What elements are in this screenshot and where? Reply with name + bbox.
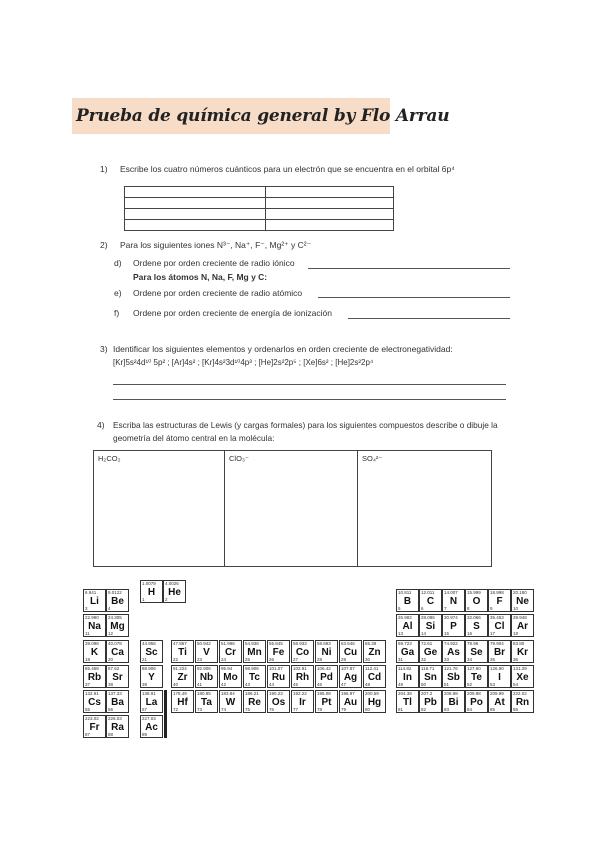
element-cell: 192.22 Ir 77 xyxy=(291,690,314,713)
element-cell: 12.011 C 6 xyxy=(419,589,442,612)
element-cell: 131.29 Xe 54 xyxy=(511,665,534,688)
lewis-cell-so4[interactable] xyxy=(358,451,491,566)
element-cell: 226.03 Ra 88 xyxy=(106,715,129,738)
element-cell: 85.468 Rb 37 xyxy=(83,665,106,688)
element-cell: 106.42 Pd 46 xyxy=(315,665,338,688)
q4-number: 4) xyxy=(97,420,105,430)
q1-number: 1) xyxy=(100,164,108,174)
q2-d-answer-line[interactable] xyxy=(308,268,510,269)
q1-answer-grid[interactable] xyxy=(124,186,394,231)
element-cell: 186.21 Re 75 xyxy=(243,690,266,713)
element-cell: 65.39 Zn 30 xyxy=(363,640,386,663)
element-cell: 39.948 Ar 18 xyxy=(511,614,534,637)
q2-e-letter: e) xyxy=(114,288,122,298)
element-cell: 88.906 Y 39 xyxy=(140,665,163,688)
lewis-cell-label: H₂CO₂ xyxy=(98,454,121,463)
element-cell: 54.938 Mn 25 xyxy=(243,640,266,663)
element-cell: 138.91 La 57 xyxy=(140,690,163,713)
element-cell: 180.95 Ta 73 xyxy=(195,690,218,713)
element-cell: 121.76 Sb 51 xyxy=(442,665,465,688)
element-cell: 102.91 Rh 45 xyxy=(291,665,314,688)
element-cell: 78.96 Se 34 xyxy=(465,640,488,663)
element-cell: 74.922 As 33 xyxy=(442,640,465,663)
element-cell: 32.066 S 16 xyxy=(465,614,488,637)
element-cell: 209.98 Po 84 xyxy=(465,690,488,713)
element-cell: 200.59 Hg 80 xyxy=(363,690,386,713)
lewis-cell-label: ClO₃⁻ xyxy=(229,454,249,463)
element-cell: 40.078 Ca 20 xyxy=(106,640,129,663)
element-cell: 91.224 Zr 40 xyxy=(171,665,194,688)
element-cell: 98.906 Tc 43 xyxy=(243,665,266,688)
q3-answer-line-2[interactable] xyxy=(113,399,506,400)
element-cell: 207.2 Pb 82 xyxy=(419,690,442,713)
q3-number: 3) xyxy=(100,344,108,354)
element-cell: 47.867 Ti 22 xyxy=(171,640,194,663)
element-cell: 126.90 I 53 xyxy=(488,665,511,688)
element-cell: 227.03 Ac 89 xyxy=(140,715,163,738)
q2-number: 2) xyxy=(100,240,108,250)
lewis-structures-table xyxy=(93,450,492,567)
element-cell: 55.845 Fe 26 xyxy=(267,640,290,663)
element-cell: 208.98 Bi 83 xyxy=(442,690,465,713)
q2-d-letter: d) xyxy=(114,258,122,268)
q3-configurations: [Kr]5s²4d¹⁰ 5p² ; [Ar]4s² ; [Kr]4s²3d¹⁰4p³ ; [He]2s²2p⁵ ; [Xe]6s² ; [He]2s²2p⁴ xyxy=(113,358,374,367)
q2-f-letter: f) xyxy=(114,308,120,318)
element-cell: 92.906 Nb 41 xyxy=(195,665,218,688)
element-cell: 127.60 Te 52 xyxy=(465,665,488,688)
element-cell: 18.998 F 9 xyxy=(488,589,511,612)
element-cell: 15.999 O 8 xyxy=(465,589,488,612)
q4-text-line2: geometría del átomo central en la molécula: xyxy=(113,433,275,443)
element-cell: 72.61 Ge 32 xyxy=(419,640,442,663)
q3-answer-line-1[interactable] xyxy=(113,384,506,385)
lewis-cell-h2co2[interactable] xyxy=(94,451,225,566)
element-cell: 24.305 Mg 12 xyxy=(106,614,129,637)
element-cell: 10.811 B 5 xyxy=(396,589,419,612)
element-cell: 69.723 Ga 31 xyxy=(396,640,419,663)
element-cell: 63.546 Cu 29 xyxy=(339,640,362,663)
element-cell: 50.942 V 23 xyxy=(195,640,218,663)
element-cell: 20.180 Ne 10 xyxy=(511,589,534,612)
element-cell: 35.453 Cl 17 xyxy=(488,614,511,637)
lewis-cell-clo3[interactable] xyxy=(225,451,358,566)
q4-text-line1: Escriba las estructuras de Lewis (y cargas formales) para los siguientes compuestos describe o dibuje la xyxy=(113,420,498,430)
element-cell: 14.007 N 7 xyxy=(442,589,465,612)
element-cell: 114.82 In 49 xyxy=(396,665,419,688)
element-cell: 183.84 W 74 xyxy=(219,690,242,713)
q2-d-text: Ordene por orden creciente de radio iónico xyxy=(133,258,295,268)
element-cell: 30.974 P 15 xyxy=(442,614,465,637)
element-cell: 223.02 Fr 87 xyxy=(83,715,106,738)
element-cell: 83.80 Kr 36 xyxy=(511,640,534,663)
element-cell: 137.33 Ba 56 xyxy=(106,690,129,713)
q2-e-text: Ordene por orden creciente de radio atómico xyxy=(133,288,303,298)
element-cell: 22.990 Na 11 xyxy=(83,614,106,637)
element-cell: 1.0079 H 1 xyxy=(140,580,163,603)
element-cell: 44.956 Sc 21 xyxy=(140,640,163,663)
q2-text: Para los siguientes iones N³⁻, Na⁺, F⁻, Mg²⁺ y C²⁻ xyxy=(120,240,312,250)
element-cell: 39.098 K 19 xyxy=(83,640,106,663)
element-cell: 58.693 Ni 28 xyxy=(315,640,338,663)
element-cell: 107.87 Ag 47 xyxy=(339,665,362,688)
element-cell: 222.02 Rn 86 xyxy=(511,690,534,713)
q1-text: Escribe los cuatro números cuánticos para un electrón que se encuentra en el orbital 6p⁴ xyxy=(120,164,455,174)
page-title: Prueba de química general by Flo Arrau xyxy=(76,106,450,126)
element-cell: 190.23 Os 76 xyxy=(267,690,290,713)
element-cell: 178.49 Hf 72 xyxy=(171,690,194,713)
element-cell: 204.38 Tl 81 xyxy=(396,690,419,713)
q2-e-answer-line[interactable] xyxy=(318,297,510,298)
q2-atoms-label: Para los átomos N, Na, F, Mg y C: xyxy=(133,272,268,282)
element-cell: 209.99 At 85 xyxy=(488,690,511,713)
element-cell: 28.086 Si 14 xyxy=(419,614,442,637)
table-divider xyxy=(164,690,167,738)
element-cell: 79.904 Br 35 xyxy=(488,640,511,663)
element-cell: 6.941 Li 3 xyxy=(83,589,106,612)
element-cell: 58.933 Co 27 xyxy=(291,640,314,663)
q2-f-answer-line[interactable] xyxy=(348,318,510,319)
element-cell: 95.94 Mo 42 xyxy=(219,665,242,688)
lewis-cell-label: SO₄²⁻ xyxy=(362,454,383,463)
element-cell: 87.62 Sr 38 xyxy=(106,665,129,688)
element-cell: 118.71 Sn 50 xyxy=(419,665,442,688)
element-cell: 4.0026 He 2 xyxy=(163,580,186,603)
element-cell: 196.97 Au 79 xyxy=(339,690,362,713)
q2-f-text: Ordene por orden creciente de energía de ionización xyxy=(133,308,332,318)
q3-text: Identificar los siguientes elementos y ordenarlos en orden creciente de electronegatividad: xyxy=(113,344,453,354)
element-cell: 26.982 Al 13 xyxy=(396,614,419,637)
element-cell: 101.07 Ru 44 xyxy=(267,665,290,688)
element-cell: 132.91 Cs 55 xyxy=(83,690,106,713)
element-cell: 9.0122 Be 4 xyxy=(106,589,129,612)
element-cell: 112.41 Cd 48 xyxy=(363,665,386,688)
element-cell: 51.996 Cr 24 xyxy=(219,640,242,663)
element-cell: 195.08 Pt 78 xyxy=(315,690,338,713)
